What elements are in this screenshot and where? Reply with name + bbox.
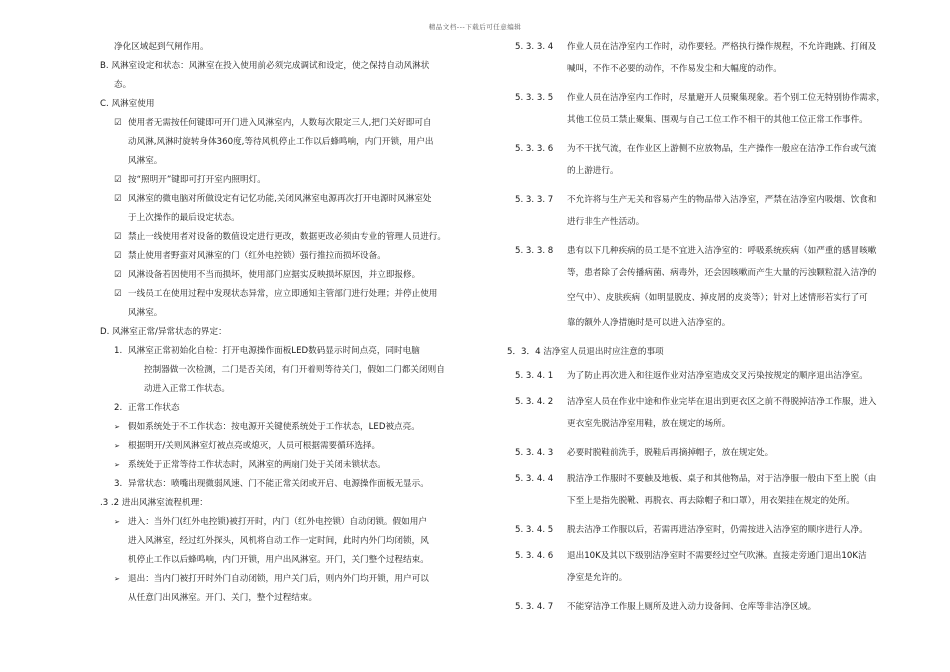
checkbox-bullet-icon: ☑ — [114, 194, 122, 204]
clause-item — [505, 367, 917, 386]
line-text: 风淋室的微电脑对所做设定有记忆功能,关闭风淋室电源再次打开电源时风淋室处 — [128, 194, 432, 204]
clause-line: 净室是允许的。 — [567, 573, 628, 583]
list-number: 3. — [114, 479, 123, 489]
clause-number: 5. 3. 4. 6 — [515, 551, 554, 561]
checkbox-bullet-icon: ☑ — [114, 118, 122, 128]
clause-line: 其他工位员工禁止聚集、围观与自己工位工作不相干的其他工位正常工作事件。 — [567, 115, 868, 125]
left-column — [100, 38, 482, 608]
checkbox-bullet-icon: ☑ — [114, 289, 122, 299]
left-line — [100, 247, 482, 266]
clause-line: 不允许将与生产无关和容易产生的物品带入洁净室，严禁在洁净室内吸烟、饮食和 — [567, 195, 877, 205]
left-line — [100, 304, 482, 323]
line-text: C. 风淋室使用 — [100, 99, 155, 109]
checkbox-bullet-icon: ☑ — [114, 175, 122, 185]
left-line — [100, 209, 482, 228]
line-text: 退出：当内门被打开时外门自动闭锁，用户关门后，则内外门均开锁，用户可以 — [128, 574, 429, 584]
left-line — [100, 38, 482, 57]
clause-number: 5. 3. 4. 4 — [515, 474, 554, 484]
line-text: 禁止一线使用者对设备的数值设定进行更改，数据更改必须由专业的管理人员进行。 — [128, 232, 446, 242]
left-line — [100, 513, 482, 532]
clause-line: 作业人员在洁净室内工作时，尽量避开人员聚集现象。若个别工位无特别协作需求， — [567, 93, 885, 103]
right-column — [505, 38, 917, 624]
clause-item — [505, 444, 917, 463]
page-header: 精品文档---下载后可任意编辑 — [428, 23, 522, 31]
clause-item — [505, 521, 917, 540]
checkbox-bullet-icon: ☑ — [114, 270, 122, 280]
clause-line: 进行非生产性活动。 — [567, 217, 645, 227]
clause-line: 必要时脱鞋前洗手，脱鞋后再摘掉帽子，放在规定处。 — [567, 448, 774, 458]
line-text: 一线员工在使用过程中发现状态异常，应立即通知主管部门进行处理；并停止使用 — [128, 289, 438, 299]
left-line — [100, 570, 482, 589]
arrow-bullet-icon: ➢ — [114, 442, 120, 450]
clause-item — [505, 547, 917, 591]
left-line — [100, 437, 482, 456]
line-text: 禁止使用者野蛮对风淋室的门（红外电控锁）强行推拉而损坏设备。 — [128, 251, 386, 261]
clause-line: 不能穿洁净工作服上厕所及进入动力设备间、仓库等非洁净区域。 — [567, 602, 817, 612]
clause-item — [505, 38, 917, 82]
clause-line: 下至上是指先脱靴、再脱衣、再去除帽子和口罩），用衣架挂在规定的处所。 — [567, 496, 855, 506]
clause-line: 的上游进行。 — [567, 166, 619, 176]
section-heading: 5．3．4 洁净室人员退出时应注意的事项 — [507, 347, 664, 357]
left-line — [100, 380, 482, 399]
left-line — [100, 532, 482, 551]
line-text: 机停止工作以后蜂鸣响，内门开锁，用户出风淋室。开门，关门整个过程结束。 — [128, 555, 429, 565]
clause-number: 5. 3. 4. 7 — [515, 602, 554, 612]
line-text: 于上次操作的最后设定状态。 — [128, 213, 240, 223]
clause-item — [505, 191, 917, 235]
line-text: 控制器做一次检测，二门是否关闭，有门开着则等待关门，假如二门都关闭则自 — [144, 365, 445, 375]
line-text: 异常状态：喷嘴出现微弱风速、门不能正常关闭或开启、电源操作面板无显示。 — [128, 479, 429, 489]
left-line — [100, 266, 482, 285]
line-text: 动风淋,风淋时旋转身体360度,等待风机停止工作以后蜂鸣响，内门开锁，用户出 — [128, 137, 434, 147]
arrow-bullet-icon: ➢ — [114, 518, 120, 526]
left-line — [100, 114, 482, 133]
line-text: 根据明开/关则风淋室灯被点亮或熄灭，人员可根据需要循环选择。 — [128, 441, 381, 451]
clause-line: 脱洁净工作服时不要触及地板、桌子和其他物品，对于洁净服一般由下至上脱（由 — [567, 474, 877, 484]
left-line — [100, 589, 482, 608]
clause-item — [505, 470, 917, 514]
clause-item — [505, 598, 917, 617]
clause-line: 患有以下几种疾病的员工是不宜进入洁净室的：呼吸系统疾病（如严重的感冒咳嗽 — [567, 246, 877, 256]
line-text: D. 风淋室正常/异常状态的界定： — [100, 327, 227, 337]
left-line — [100, 152, 482, 171]
left-line — [100, 323, 482, 342]
line-text: 进入：当外门(红外电控锁)被打开时，内门（红外电控锁）自动闭锁。假如用户 — [128, 517, 427, 527]
line-text: 进入风淋室，经过红外探头，风机将自动工作一定时间，此时内外门均闭锁，风 — [128, 536, 429, 546]
arrow-bullet-icon: ➢ — [114, 575, 120, 583]
left-line — [100, 456, 482, 475]
clause-line: 脱去洁净工作服以后，若需再进洁净室时，仍需按进入洁净室的顺序进行人净。 — [567, 525, 868, 535]
line-text: 净化区域起到气闸作用。 — [114, 42, 209, 52]
line-text: 按“照明开”键即可打开室内照明灯。 — [128, 175, 266, 185]
checkbox-bullet-icon: ☑ — [114, 251, 122, 261]
line-text: 从任意门出风淋室。开门、关门，整个过程结束。 — [128, 593, 318, 603]
left-line — [100, 342, 482, 361]
arrow-bullet-icon: ➢ — [114, 461, 120, 469]
clause-line: 靠的额外人净措施时是可以进入洁净室的。 — [567, 318, 731, 328]
left-line — [100, 361, 482, 380]
line-text: 风淋室正常初始化自检：打开电源操作面板LED数码显示时间点亮，同时电脑 — [128, 346, 420, 356]
clause-item — [505, 393, 917, 437]
left-line — [100, 494, 482, 513]
clause-item — [505, 140, 917, 184]
left-line — [100, 228, 482, 247]
left-line — [100, 418, 482, 437]
left-line — [100, 551, 482, 570]
list-number: 1. — [114, 346, 123, 356]
clause-item — [505, 89, 917, 133]
list-number: 2. — [114, 403, 123, 413]
left-line — [100, 76, 482, 95]
line-text: 风淋设备若因使用不当而损坏，使用部门应据实反映损坏原因，并立即报修。 — [128, 270, 421, 280]
line-text: 使用者无需按任何键即可开门进入风淋室内，人数每次限定三人,把门关好即可自 — [128, 118, 432, 128]
clause-line: 为了防止再次进入和往返作业对洁净室造成交叉污染按规定的顺序退出洁净室。 — [567, 371, 868, 381]
clause-line: 退出10K及其以下级别洁净室时不需要经过空气吹淋。直接走旁通门退出10K洁 — [567, 551, 867, 561]
clause-number: 5. 3. 3. 5 — [515, 93, 554, 103]
clause-number: 5. 3. 3. 4 — [515, 42, 554, 52]
checkbox-bullet-icon: ☑ — [114, 232, 122, 242]
line-text: 态。 — [114, 80, 132, 90]
line-text: 系统处于正常等待工作状态时，风淋室的两扇门处于关闭未锁状态。 — [128, 460, 386, 470]
clause-line: 更衣室先脱洁净室用鞋，放在规定的场所。 — [567, 419, 731, 429]
clause-number: 5. 3. 4. 2 — [515, 397, 554, 407]
left-line — [100, 190, 482, 209]
clause-line: 作业人员在洁净室内工作时，动作要轻。严格执行操作规程，不允许跑跳、打闹及 — [567, 42, 877, 52]
left-line — [100, 57, 482, 76]
clause-line: 等，患者除了会传播病菌、病毒外，还会因咳嗽而产生大量的污浊颗粒混入洁净的 — [567, 268, 877, 278]
line-text: 风淋室。 — [128, 156, 163, 166]
left-line — [100, 133, 482, 152]
clause-line: 喊叫，不作不必要的动作，不作易发尘和大幅度的动作。 — [567, 64, 782, 74]
left-line — [100, 171, 482, 190]
clause-line: 洁净室人员在作业中途和作业完毕在退出到更衣区之前不得脱掉洁净工作服，进入 — [567, 397, 877, 407]
clause-item — [505, 242, 917, 336]
line-text: 风淋室。 — [128, 308, 163, 318]
arrow-bullet-icon: ➢ — [114, 423, 120, 431]
line-text: 假如系统处于不工作状态：按电源开关键使系统处于工作状态，LED被点亮。 — [128, 422, 420, 432]
clause-number: 5. 3. 4. 5 — [515, 525, 554, 535]
clause-number: 5. 3. 3. 6 — [515, 144, 554, 154]
line-text: 正常工作状态 — [128, 403, 180, 413]
line-text: 动进入正常工作状态。 — [144, 384, 230, 394]
left-line — [100, 285, 482, 304]
clause-number: 5. 3. 3. 7 — [515, 195, 554, 205]
clause-line: 空气中）、皮肤疾病（如明显脱皮、掉皮屑的皮炎等）；针对上述情形若实行了可 — [567, 293, 868, 303]
clause-number: 5. 3. 4. 3 — [515, 448, 554, 458]
left-line — [100, 95, 482, 114]
line-text: .3 .2 进出风淋室流程机理： — [100, 498, 208, 508]
left-line — [100, 399, 482, 418]
clause-line: 为不干扰气流，在作业区上游侧不应放物品，生产操作一般应在洁净工作台或气流 — [567, 144, 877, 154]
clause-number: 5. 3. 4. 1 — [515, 371, 554, 381]
clause-number: 5. 3. 3. 8 — [515, 246, 554, 256]
left-line — [100, 475, 482, 494]
line-text: B. 风淋室设定和状态：风淋室在投入使用前必须完成调试和设定，使之保持自动风淋状 — [100, 61, 430, 71]
